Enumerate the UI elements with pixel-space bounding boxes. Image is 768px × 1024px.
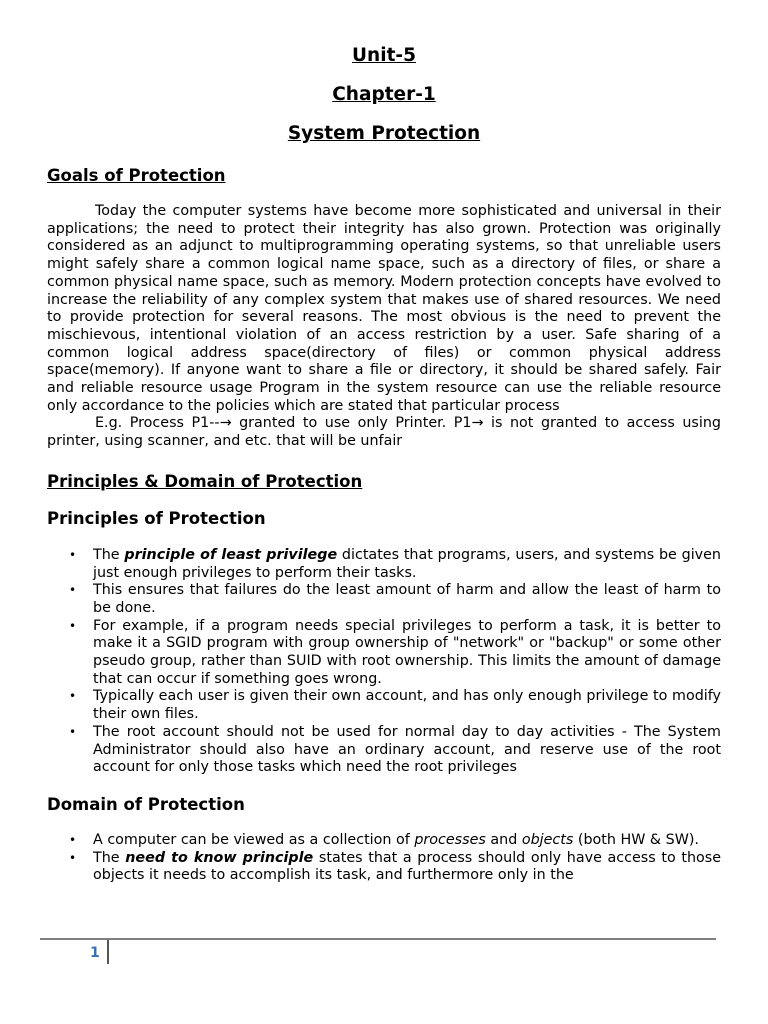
list-item: • The principle of least privilege dictates that programs, users, and systems be given just enough privileges to perform their tasks. <box>69 546 721 581</box>
list-item: • This ensures that failures do the least amount of harm and allow the least of harm to be done. <box>69 582 721 616</box>
footer-divider <box>40 938 716 940</box>
topic-title: System Protection <box>287 123 481 144</box>
bullet-icon: • <box>69 850 77 865</box>
unit-title: Unit-5 <box>352 45 416 66</box>
goals-example-paragraph: E.g. Process P1--→ granted to use only Printer. P1→ is not granted to access using printer, using scanner, and etc. that will be unfair <box>47 415 721 450</box>
goals-heading: Goals of Protection <box>47 166 226 185</box>
processes-term: processes <box>414 831 486 848</box>
bullet-icon: • <box>69 583 77 598</box>
list-item: • For example, if a program needs special privileges to perform a task, it is better to make it a SGID program with group ownership of "network" or "backup" or some other pseudo group, rather than SUID with root ownership. This limits the amount of damage that can occur if something goes wrong. <box>69 617 721 687</box>
least-privilege-term: principle of least privilege <box>124 546 338 563</box>
principles-domain-heading: Principles & Domain of Protection <box>47 471 363 491</box>
page-number: 1 <box>90 945 100 961</box>
chapter-title: Chapter-1 <box>332 84 436 105</box>
bullet-icon: • <box>69 547 77 562</box>
domain-heading: Domain of Protection <box>47 794 245 814</box>
page-number-separator <box>107 940 109 964</box>
document-page <box>47 40 721 885</box>
principles-heading: Principles of Protection <box>47 508 266 528</box>
principles-list <box>47 547 721 777</box>
need-to-know-term: need to know principle <box>125 849 314 866</box>
bullet-icon: • <box>69 832 77 847</box>
list-item: • The need to know principle states that a process should only have access to those objects it needs to accomplish its task, and furthermore only in the <box>69 849 722 884</box>
domain-list <box>47 832 721 885</box>
list-item: • Typically each user is given their own account, and has only enough privilege to modify their own files. <box>69 688 721 723</box>
bullet-icon: • <box>69 724 77 739</box>
goals-paragraph: Today the computer systems have become more sophisticated and universal in their applications; the need to protect their integrity has also grown. Protection was originally considered as an adjunct to multiprogramming operating systems, so that unreliable users might safely share a common logical name space, such as a directory of files, or share a common physical name space, such as memory. Modern protection concepts have evolved to increase the reliability of any complex system that makes use of shared resources. We need to provide protection for several reasons. The most obvious is the need to prevent the mischievous, intentional violation of an access restriction by a user. Safe sharing of a common logical address space(directory of files) or common physical address space(memory). If anyone want to share a file or directory, it should be shared safely. Fair and reliable resource usage Program in the system resource can use the reliable resource only accordance to the policies which are stated that particular process <box>47 203 721 414</box>
list-item: • The root account should not be used for normal day to day activities - The System Administrator should also have an ordinary account, and reserve use of the root account for only those tasks which need the root privileges <box>69 723 721 776</box>
bullet-icon: • <box>69 618 77 633</box>
bullet-icon: • <box>69 689 77 704</box>
list-item: • A computer can be viewed as a collection of processes and objects (both HW & SW). <box>69 831 699 848</box>
objects-term: objects <box>521 831 574 848</box>
